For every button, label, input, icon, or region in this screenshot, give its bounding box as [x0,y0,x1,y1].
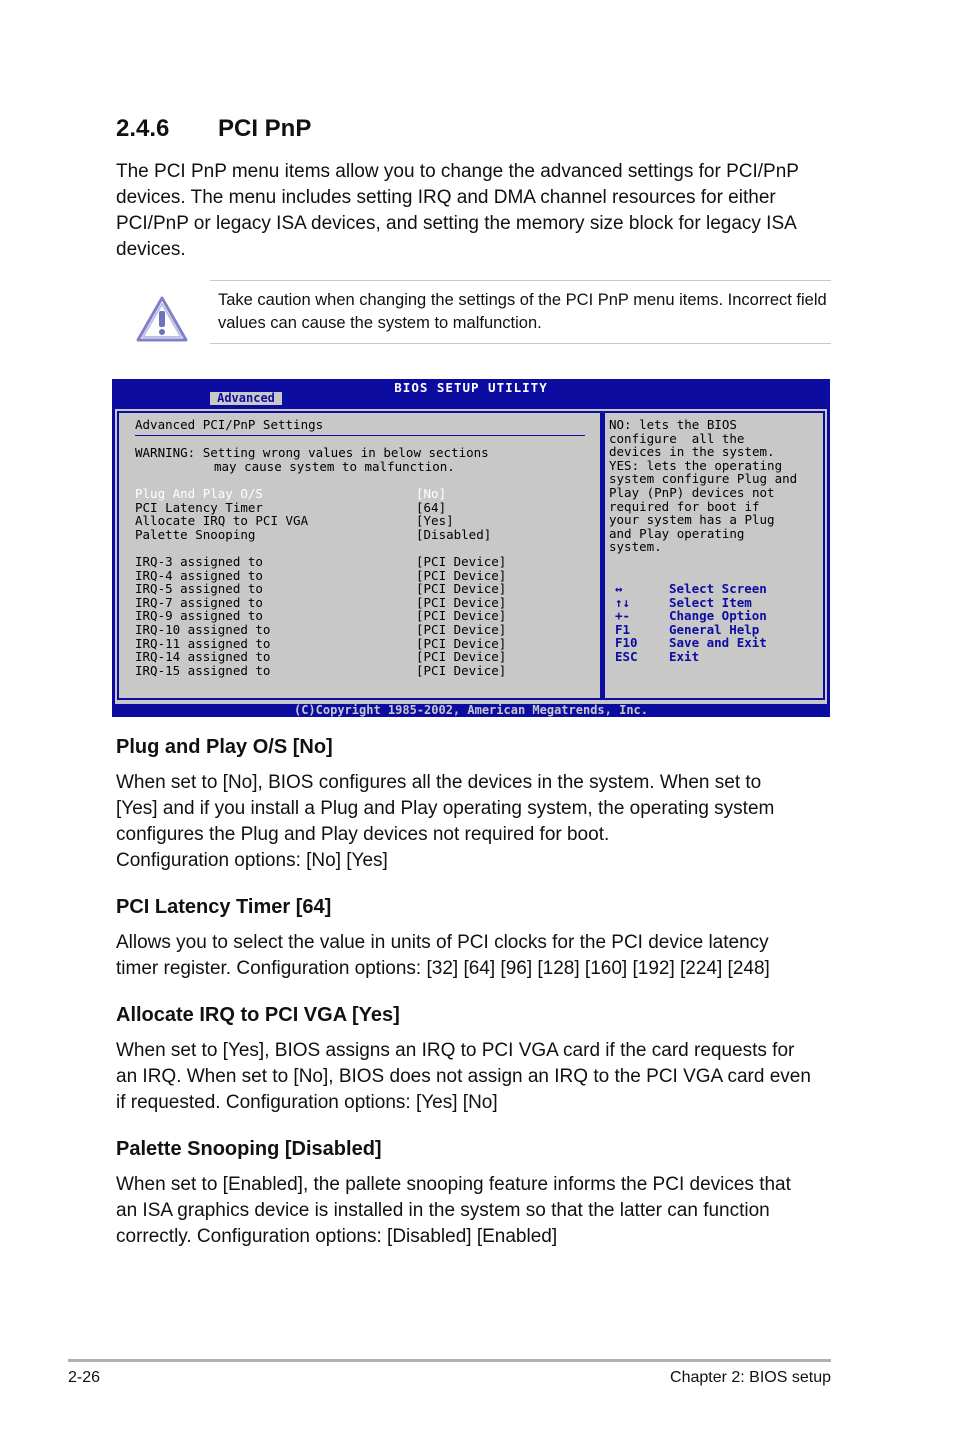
key-action: Select Screen [669,581,767,596]
help-line: YES: lets the operating [609,457,783,473]
key-glyph: ↑↓ [615,594,631,610]
item-desc-allocate-irq [116,1038,846,1116]
irq-row[interactable] [135,555,595,569]
item-title-allocate-irq: Allocate IRQ to PCI VGA [Yes] [116,1004,400,1026]
section-heading [116,115,312,143]
irq-value[interactable]: [PCI Device] [416,608,507,624]
irq-value[interactable]: [PCI Device] [416,567,507,583]
irq-label: IRQ-10 assigned to [135,621,271,637]
irq-label: IRQ-11 assigned to [135,635,271,651]
key-legend-row [615,648,700,664]
bios-warning-line-2: may cause system to malfunction. [214,458,455,474]
setting-label: Plug And Play O/S [135,486,263,501]
caution-text: Take caution when changing the settings of the PCI PnP menu items. Incorrect field values can cause the system to malfunction. [218,291,827,332]
help-line: and Play operating [609,525,745,541]
item-line: an IRQ. When set to [No], BIOS does not assign an IRQ to the PCI VGA card even [116,1066,811,1087]
setting-label: PCI Latency Timer [135,499,263,515]
setting-label: Palette Snooping [135,526,256,542]
item-line: Configuration options: [No] [Yes] [116,850,388,871]
irq-label: IRQ-7 assigned to [135,594,263,610]
key-glyph: +- [615,608,631,624]
section-title: PCI PnP [218,115,312,142]
irq-label: IRQ-9 assigned to [135,608,263,624]
item-desc-plug-and-play [116,770,846,874]
item-line: Allows you to select the value in units of PCI clocks for the PCI device latency [116,932,769,953]
key-action: Select Item [669,594,752,610]
bios-irq-list [135,555,595,677]
irq-value[interactable]: [PCI Device] [416,621,507,637]
irq-label: IRQ-14 assigned to [135,649,271,665]
key-glyph: F1 [615,621,631,637]
item-title-pci-latency: PCI Latency Timer [64] [116,896,332,918]
irq-value[interactable]: [PCI Device] [416,662,507,678]
caution-bottom-rule [210,343,831,344]
irq-row[interactable] [135,582,595,596]
help-line: Play (PnP) devices not [609,484,775,500]
bios-settings-panel [117,411,602,700]
bios-help-text [609,418,797,554]
setting-value[interactable]: [No] [416,486,447,501]
footer-rule [68,1359,831,1362]
irq-row[interactable] [135,623,595,637]
help-line: devices in the system. [609,444,775,460]
irq-value[interactable]: [PCI Device] [416,554,507,569]
irq-value[interactable]: [PCI Device] [416,635,507,651]
irq-row[interactable] [135,609,595,623]
chapter-label: Chapter 2: BIOS setup [670,1369,831,1386]
key-action: General Help [669,621,760,637]
setting-value[interactable]: [Disabled] [416,526,492,542]
key-legend-row [615,594,752,610]
setting-row[interactable] [135,487,595,501]
irq-label: IRQ-4 assigned to [135,567,263,583]
help-line: NO: lets the BIOS [609,417,737,432]
setting-label: Allocate IRQ to PCI VGA [135,513,309,529]
item-line: When set to [Enabled], the pallete snooping feature informs the PCI devices that [116,1174,791,1195]
tab-advanced[interactable]: Advanced [210,392,282,405]
irq-label: IRQ-15 assigned to [135,662,271,678]
irq-row[interactable] [135,664,595,678]
irq-row[interactable] [135,596,595,610]
key-legend-row [615,635,767,651]
irq-label: IRQ-3 assigned to [135,554,263,569]
irq-value[interactable]: [PCI Device] [416,594,507,610]
setting-row[interactable] [135,501,595,515]
help-line: configure all the [609,430,745,446]
item-line: [Yes] and if you install a Plug and Play operating system, the operating system [116,798,775,819]
bios-settings-list [135,487,595,541]
item-line: configures the Plug and Play devices not required for boot. [116,824,610,845]
key-glyph: F10 [615,635,638,651]
key-action: Exit [669,648,700,664]
item-line: When set to [Yes], BIOS assigns an IRQ to PCI VGA card if the card requests for [116,1040,795,1061]
section-number: 2.4.6 [116,115,170,142]
item-line: When set to [No], BIOS configures all the devices in the system. When set to [116,772,762,793]
bios-screen [112,379,830,717]
bios-panel-heading: Advanced PCI/PnP Settings [135,417,324,432]
item-line: if requested. Configuration options: [Yes] [No] [116,1092,498,1113]
irq-value[interactable]: [PCI Device] [416,581,507,597]
irq-row[interactable] [135,569,595,583]
irq-value[interactable]: [PCI Device] [416,649,507,665]
key-action: Save and Exit [669,635,767,651]
help-line: your system has a Plug [609,512,775,528]
bios-warning-line-1: WARNING: Setting wrong values in below sections [135,445,489,460]
irq-label: IRQ-5 assigned to [135,581,263,597]
item-line: timer register. Configuration options: [32] [64] [96] [128] [160] [192] [224] [248] [116,958,770,979]
help-line: system configure Plug and [609,471,798,487]
help-line: required for boot if [609,498,760,514]
page-number: 2-26 [68,1369,101,1386]
setting-value[interactable]: [Yes] [416,513,454,529]
key-glyph: ESC [615,648,638,664]
key-legend-row [615,621,760,637]
key-legend-row [615,581,767,596]
setting-value[interactable]: [64] [416,499,447,515]
help-line: system. [609,539,662,555]
key-legend-row [615,608,767,624]
item-desc-palette-snooping [116,1172,846,1250]
setting-row[interactable] [135,514,595,528]
bios-body [115,409,827,704]
bios-heading-rule [135,435,585,436]
caution-top-rule [210,280,831,281]
item-desc-pci-latency [116,930,846,982]
bios-help-panel [602,411,825,700]
item-title-palette-snooping: Palette Snooping [Disabled] [116,1138,382,1160]
item-line: an ISA graphics device is installed in the system so that the latter can function [116,1200,770,1221]
irq-row[interactable] [135,637,595,651]
bios-copyright: (C)Copyright 1985-2002, American Megatrends, Inc. [112,704,830,717]
caution-icon [135,295,189,343]
key-action: Change Option [669,608,767,624]
bios-key-legend [615,581,767,664]
key-glyph: ↔ [615,581,623,596]
item-title-plug-and-play: Plug and Play O/S [No] [116,736,333,758]
setting-row[interactable] [135,528,595,542]
irq-row[interactable] [135,650,595,664]
item-line: correctly. Configuration options: [Disabled] [Enabled] [116,1226,558,1247]
intro-paragraph: The PCI PnP menu items allow you to change the advanced settings for PCI/PnP devices. The menu includes setting IRQ and DMA channel resources for either PCI/PnP or legacy ISA devices, and setting the memory size block for legacy ISA devices. [116,161,799,260]
bios-title: BIOS SETUP UTILITY [394,380,548,395]
